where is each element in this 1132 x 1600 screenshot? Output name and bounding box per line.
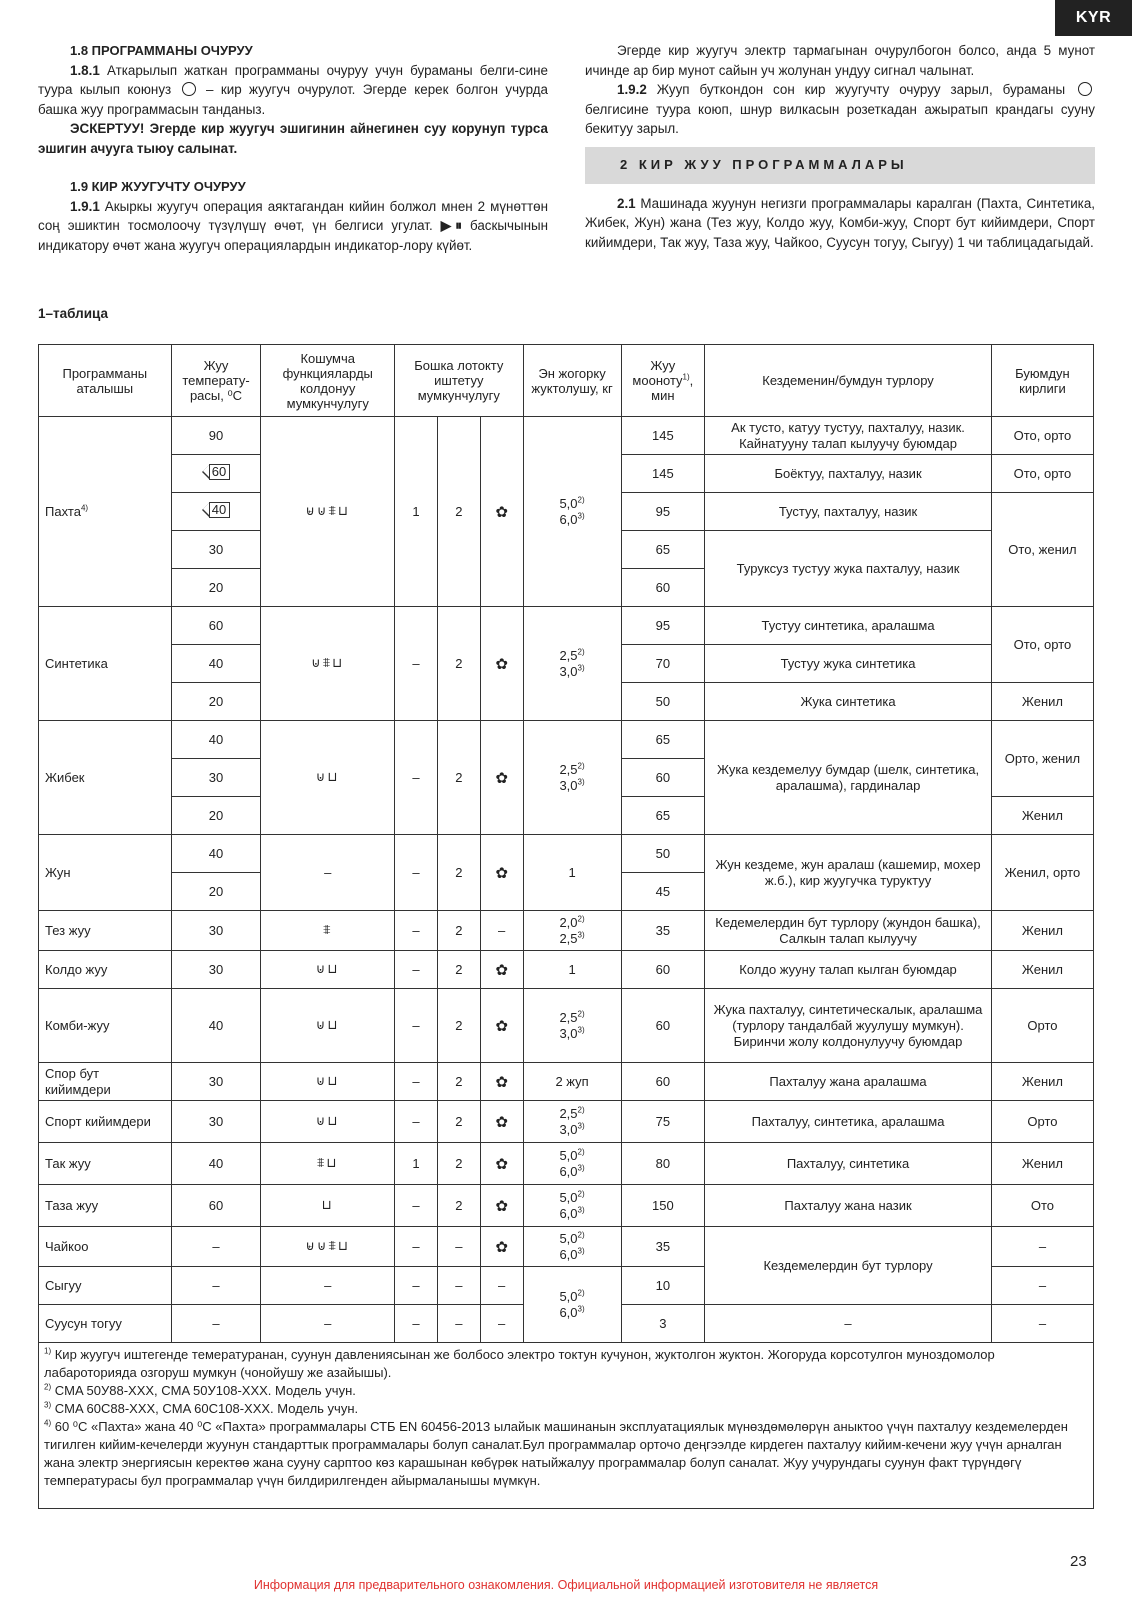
- temp-cell: 30: [171, 1063, 261, 1101]
- section-heading-1-9: 1.9 КИР ЖУУГУЧТУ ОЧУРУУ: [70, 179, 246, 194]
- drawer-cell: 2: [437, 835, 480, 911]
- soil-cell: Женил: [991, 911, 1093, 951]
- load-cell: 2,0$^{2)}$ 2,5$^{3)}$: [523, 911, 621, 951]
- paragraph-text: Аткарылып жаткан программаны очуруу учун бураманы белги-сине туура кылып коюнуз: [38, 62, 548, 97]
- extra-cell: –: [261, 835, 395, 911]
- paragraph-1-9-2: [585, 80, 1095, 139]
- temp-cell: 30: [171, 951, 261, 989]
- left-column: [38, 41, 548, 255]
- fabric-cell: Пахталуу, синтетика: [705, 1143, 992, 1185]
- program-name: Чайкоо: [39, 1227, 172, 1267]
- fabric-cell: Кездемелердин бут турлору: [705, 1227, 992, 1305]
- fabric-cell: Жун кездеме, жун аралаш (кашемир, мохер ж.б.), кир жуугучка туруктуу: [705, 835, 992, 911]
- fabric-cell: Туруксуз тустуу жука пахталуу, назик: [705, 531, 992, 607]
- soil-cell: Орто, женил: [991, 721, 1093, 797]
- table-row: [39, 1101, 1094, 1143]
- time-cell: 95: [621, 607, 705, 645]
- load-cell: 1: [523, 835, 621, 911]
- temp-cell: 40: [171, 721, 261, 759]
- temp-cell: 60: [171, 1185, 261, 1227]
- fabric-cell: Пахталуу, синтетика, аралашма: [705, 1101, 992, 1143]
- footnote-3: $^{3)}$ CMA 60С88-XXX, CMA 60С108-XXX. Модель учун.: [44, 1400, 359, 1416]
- drawer-cell: 2: [437, 951, 480, 989]
- soil-cell: Орто: [991, 1101, 1093, 1143]
- fabric-cell: Ак тусто, катуу тустуу, пахталуу, назик. Кайнатууну талап кылуучу буюмдар: [705, 417, 992, 455]
- program-name: Таза жуу: [39, 1185, 172, 1227]
- load-cell: 2,5$^{2)}$ 3,0$^{3)}$: [523, 607, 621, 721]
- fabric-cell: Колдо жууну талап кылган буюмдар: [705, 951, 992, 989]
- soil-cell: Женил: [991, 1063, 1093, 1101]
- time-cell: 145: [621, 417, 705, 455]
- soil-cell: –: [991, 1267, 1093, 1305]
- drawer-cell: –: [395, 1101, 438, 1143]
- program-name: Спорт кийимдери: [39, 1101, 172, 1143]
- header-drawer: Бошка лотокту иштетуу мумкунчулугу: [395, 345, 524, 417]
- off-position-icon: [1078, 82, 1092, 96]
- temp-cell: –: [171, 1305, 261, 1343]
- soil-cell: Ото: [991, 1185, 1093, 1227]
- time-cell: 70: [621, 645, 705, 683]
- time-cell: 150: [621, 1185, 705, 1227]
- time-cell: 60: [621, 569, 705, 607]
- temp-arrow-icon: [202, 464, 210, 480]
- iron-tub-icons: ⩨⊔: [261, 1143, 395, 1185]
- fabric-cell: Кедемелердин бут турлору (жундон башка), Салкын талап кылуучу: [705, 911, 992, 951]
- table-row: [39, 1143, 1094, 1185]
- warning-text: ЭСКЕРТУУ! Эгерде кир жуугуч эшигинин айнегинен суу корунуп турса эшигин ачууга тыюу салынат.: [38, 121, 548, 156]
- soil-cell: Женил: [991, 797, 1093, 835]
- time-cell: 3: [621, 1305, 705, 1343]
- paragraph-2-1: [585, 194, 1095, 253]
- time-cell: 80: [621, 1143, 705, 1185]
- drawer-cell: 2: [437, 721, 480, 835]
- program-name: Так жуу: [39, 1143, 172, 1185]
- drawer-cell: 2: [437, 989, 480, 1063]
- table-row: [39, 417, 1094, 455]
- drawer-cell: 2: [437, 607, 480, 721]
- drawer-cell: 1: [395, 417, 438, 607]
- drawer-cell: –: [395, 989, 438, 1063]
- drawer-cell: 2: [437, 417, 480, 607]
- fabric-cell: Жука кездемелуу бумдар (шелк, синтетика, аралашма), гардиналар: [705, 721, 992, 835]
- header-soil: Буюмдун кирлиги: [991, 345, 1093, 417]
- time-cell: 60: [621, 989, 705, 1063]
- fabric-cell: –: [705, 1305, 992, 1343]
- start-pause-icon: ▶⏸: [440, 218, 462, 233]
- program-name: Тез жуу: [39, 911, 172, 951]
- time-cell: 60: [621, 759, 705, 797]
- load-cell: 5,0$^{2)}$ 6,0$^{3)}$: [523, 1267, 621, 1343]
- paragraph-text: Машинада жуунун негизги программалары каралган (Пахта, Синтетика, Жибек, Жун) жана (Тез жуу, Колдо жуу, Комби-жуу, Спорт бут кийимдери, Спорт кийимдери, Так жуу, Таза жуу, Чайкоо, Суусун тогуу, Сыгуу) 1 чи таблицадагыдай.: [585, 195, 1095, 250]
- soil-cell: Женил, орто: [991, 835, 1093, 911]
- clause-number: 1.9.1: [70, 198, 100, 214]
- program-name: Суусун тогуу: [39, 1305, 172, 1343]
- temp-cell: 20: [171, 683, 261, 721]
- soil-cell: Ото, орто: [991, 417, 1093, 455]
- drawer-cell: –: [395, 951, 438, 989]
- flower-icon: ✿: [480, 989, 523, 1063]
- time-cell: 50: [621, 683, 705, 721]
- time-cell: 65: [621, 721, 705, 759]
- flower-icon: ✿: [480, 721, 523, 835]
- drawer-cell: –: [395, 1305, 438, 1343]
- load-cell: 5,0$^{2)}$ 6,0$^{3)}$: [523, 1143, 621, 1185]
- program-name: Жибек: [39, 721, 172, 835]
- tub-icon: ⊔: [261, 1185, 395, 1227]
- clause-number: 2.1: [617, 195, 636, 211]
- load-cell: 2,5$^{2)}$ 3,0$^{3)}$: [523, 721, 621, 835]
- header-time: Жуу мооноту$^{1)}$, мин: [621, 345, 705, 417]
- time-cell: 10: [621, 1267, 705, 1305]
- extra-functions-icons: ⊍⊔: [261, 1063, 395, 1101]
- footnote-4: $^{4)}$ 60 ⁰С «Пахта» жана 40 ⁰С «Пахта» программалары СТБ EN 60456-2013 ылайык машинанын эксплуатациялык мүнөздөмөлөрүн аныктоо үчүн пахталуу кездемелерден тигилген кийим-кечелерди жуунун стандарттык программалары болуп саналат.Бул программалар орточо деңгээлде кирдеген пахталуу кийим-кечени жуу үчүн арналган жана электр энергиясын керектөө жана сууну сарптоо көз карашынан көбүрөк натыйжалуу программалар болуп саналат. Жуу учурундагы суунун факт түрүндөгү температурасы бул программалар үчүн билдирилгенден айырмаланышы мүмкүн.: [44, 1418, 1068, 1488]
- soil-cell: Женил: [991, 1143, 1093, 1185]
- temp-cell: 40: [171, 645, 261, 683]
- fabric-cell: Жука пахталуу, синтетическалык, аралашма (турлору тандалбай жуулушу мумкун). Биринчи жолу колдонулуучу буюмдар: [705, 989, 992, 1063]
- drawer-cell: –: [480, 1267, 523, 1305]
- soil-cell: Ото, орто: [991, 607, 1093, 683]
- temp-cell: 20: [171, 797, 261, 835]
- time-cell: 65: [621, 531, 705, 569]
- drawer-cell: –: [395, 607, 438, 721]
- time-cell: 145: [621, 455, 705, 493]
- load-cell: 2,5$^{2)}$ 3,0$^{3)}$: [523, 989, 621, 1063]
- load-cell: 2,5$^{2)}$ 3,0$^{3)}$: [523, 1101, 621, 1143]
- footnote-1: $^{1)}$ Кир жуугуч иштегенде темературанан, суунун давлениясынан же болбосо электро токтун кучунон, жуктолгон жуктон. Жогоруда корсотулгон муноздомолор лабароторияда озгоруш мумкун (чонойушу же азайышы).: [44, 1346, 995, 1380]
- drawer-cell: 2: [437, 1063, 480, 1101]
- header-fabric: Кездеменин/бумдун турлору: [705, 345, 992, 417]
- extra-cell: –: [261, 1305, 395, 1343]
- extra-cell: –: [261, 1267, 395, 1305]
- load-cell: 5,0$^{2)}$ 6,0$^{3)}$: [523, 1185, 621, 1227]
- drawer-cell: –: [395, 1063, 438, 1101]
- temp-cell: 30: [171, 911, 261, 951]
- off-position-icon: [182, 82, 196, 96]
- table-footnotes: [38, 1342, 1094, 1509]
- table-header-row: [39, 345, 1094, 417]
- program-name: Синтетика: [39, 607, 172, 721]
- flower-icon: ✿: [480, 1063, 523, 1101]
- table-row: [39, 911, 1094, 951]
- drawer-cell: –: [437, 1227, 480, 1267]
- drawer-cell: 2: [437, 1101, 480, 1143]
- paragraph-text: баскычынын индикатору өчөт жана жуугуч операциялардын индикатор-лору күйөт.: [38, 218, 548, 253]
- time-cell: 35: [621, 1227, 705, 1267]
- header-temp: Жуу температу-расы, ⁰С: [171, 345, 261, 417]
- drawer-cell: –: [437, 1305, 480, 1343]
- extra-functions-icons: ⊍⊔: [261, 1101, 395, 1143]
- fabric-cell: Пахталуу жана назик: [705, 1185, 992, 1227]
- temp-cell: 90: [171, 417, 261, 455]
- flower-icon: ✿: [480, 417, 523, 607]
- program-name: Спор бут кийимдери: [39, 1063, 172, 1101]
- extra-functions-icons: ⊍⩨⊔: [261, 607, 395, 721]
- program-name: Жун: [39, 835, 172, 911]
- program-name: Колдо жуу: [39, 951, 172, 989]
- fabric-cell: Тустуу жука синтетика: [705, 645, 992, 683]
- program-name: Комби-жуу: [39, 989, 172, 1063]
- drawer-cell: 2: [437, 911, 480, 951]
- extra-functions-icons: ⊌⊍⩨⊔: [261, 417, 395, 607]
- table-caption: 1–таблица: [38, 306, 108, 321]
- paragraph-text: Акыркы жуугуч операция аяктагандан кийин болжол мнен 2 мүнөттөн соң эшиктин тосмолоочу түзүлүшү өчөт, үн белгиси угулат.: [38, 198, 548, 233]
- extra-functions-icons: ⊍⊔: [261, 951, 395, 989]
- time-cell: 60: [621, 951, 705, 989]
- soil-cell: Женил: [991, 683, 1093, 721]
- drawer-cell: –: [480, 1305, 523, 1343]
- flower-icon: ✿: [480, 951, 523, 989]
- fabric-cell: Тустуу синтетика, аралашма: [705, 607, 992, 645]
- paragraph-signal: Эгерде кир жуугуч электр тармагынан очурулбогон болсо, анда 5 мунот ичинде ар бир мунот сайын уч жолунан ундуу сигнал чалынат.: [585, 43, 1095, 78]
- flower-icon: ✿: [480, 835, 523, 911]
- temp-cell: 30: [171, 531, 261, 569]
- drawer-cell: –: [437, 1267, 480, 1305]
- page-number: 23: [1070, 1553, 1087, 1570]
- drawer-cell: –: [395, 835, 438, 911]
- programs-table: [38, 344, 1094, 1343]
- flower-icon: ✿: [480, 1101, 523, 1143]
- drawer-cell: 1: [395, 1143, 438, 1185]
- temp-cell: 40: [171, 1143, 261, 1185]
- time-cell: 50: [621, 835, 705, 873]
- header-extra: Кошумча функцияларды колдонуу мумкунчулугу: [261, 345, 395, 417]
- load-cell: 1: [523, 951, 621, 989]
- table-row: [39, 1063, 1094, 1101]
- drawer-cell: 2: [437, 1143, 480, 1185]
- clause-number: 1.9.2: [617, 82, 647, 97]
- flower-icon: ✿: [480, 1185, 523, 1227]
- soil-cell: Орто: [991, 989, 1093, 1063]
- disclaimer: Информация для предварительного ознакомления. Официальной информацией изготовителя не является: [253, 1578, 879, 1592]
- extra-functions-icons: ⊍⊔: [261, 989, 395, 1063]
- soil-cell: Женил: [991, 951, 1093, 989]
- footnote-2: $^{2)}$ CMA 50У88-XXX, CMA 50У108-XXX. Модель учун.: [44, 1382, 356, 1398]
- flower-icon: ✿: [480, 1143, 523, 1185]
- paragraph-1-8-1: [38, 61, 548, 120]
- soil-cell: –: [991, 1227, 1093, 1267]
- drawer-cell: –: [395, 1185, 438, 1227]
- temp-cell: 30: [171, 1101, 261, 1143]
- drawer-cell: –: [480, 911, 523, 951]
- iron-icon: ⩨: [261, 911, 395, 951]
- temp-cell: 20: [171, 873, 261, 911]
- table-row: [39, 835, 1094, 873]
- temp-cell: 60: [171, 455, 261, 493]
- language-tab: KYR: [1055, 0, 1132, 36]
- program-name: Сыгуу: [39, 1267, 172, 1305]
- time-cell: 75: [621, 1101, 705, 1143]
- load-cell: 5,0$^{2)}$ 6,0$^{3)}$: [523, 417, 621, 607]
- paragraph-1-9-1: [38, 197, 548, 256]
- soil-cell: –: [991, 1305, 1093, 1343]
- table-row: [39, 607, 1094, 645]
- time-cell: 95: [621, 493, 705, 531]
- temp-cell: –: [171, 1267, 261, 1305]
- clause-number: 1.8.1: [70, 62, 100, 78]
- time-cell: 35: [621, 911, 705, 951]
- paragraph-text: Жууп буткондон сон кир жуугучту очуруу зарыл, бураманы: [646, 82, 1075, 97]
- table-row: [39, 1185, 1094, 1227]
- flower-icon: ✿: [480, 1227, 523, 1267]
- temp-cell: 30: [171, 759, 261, 797]
- flower-icon: ✿: [480, 607, 523, 721]
- load-cell: 5,0$^{2)}$ 6,0$^{3)}$: [523, 1227, 621, 1267]
- temp-cell: 40: [171, 989, 261, 1063]
- section-bar-programs: 2 КИР ЖУУ ПРОГРАММАЛАРЫ: [585, 147, 1095, 184]
- temp-arrow-icon: [202, 502, 210, 518]
- table-row: [39, 989, 1094, 1063]
- fabric-cell: Жука синтетика: [705, 683, 992, 721]
- temp-cell: 60: [171, 607, 261, 645]
- right-column: [585, 41, 1095, 252]
- section-heading-1-8: 1.8 ПРОГРАММАНЫ ОЧУРУУ: [70, 43, 253, 58]
- header-name: Программаны аталышы: [39, 345, 172, 417]
- soil-cell: Ото, женил: [991, 493, 1093, 607]
- table-row: [39, 1227, 1094, 1267]
- extra-functions-icons: ⊍⊔: [261, 721, 395, 835]
- drawer-cell: 2: [437, 1185, 480, 1227]
- paragraph-text: – кир жуугуч очурулот. Эгерде керек болгон учурда башка жуу программасын танданыз.: [38, 82, 548, 117]
- table-row: [39, 951, 1094, 989]
- table-row: [39, 721, 1094, 759]
- header-load: Эн жогорку жуктолушу, кг: [523, 345, 621, 417]
- time-cell: 45: [621, 873, 705, 911]
- load-cell: 2 жуп: [523, 1063, 621, 1101]
- fabric-cell: Тустуу, пахталуу, назик: [705, 493, 992, 531]
- paragraph-text: белгисине туура коюп, шнур вилкасын розеткадан ажыратып крандагы сууну бекитуу зарыл.: [585, 101, 1095, 136]
- program-name: Пахта$^{4)}$: [39, 417, 172, 607]
- time-cell: 60: [621, 1063, 705, 1101]
- fabric-cell: Пахталуу жана аралашма: [705, 1063, 992, 1101]
- temp-cell: 20: [171, 569, 261, 607]
- fabric-cell: Боёктуу, пахталуу, назик: [705, 455, 992, 493]
- time-cell: 65: [621, 797, 705, 835]
- drawer-cell: –: [395, 1227, 438, 1267]
- drawer-cell: –: [395, 1267, 438, 1305]
- temp-cell: 40: [171, 835, 261, 873]
- drawer-cell: –: [395, 721, 438, 835]
- soil-cell: Ото, орто: [991, 455, 1093, 493]
- extra-functions-icons: ⊌⊍⩨⊔: [261, 1227, 395, 1267]
- temp-cell: –: [171, 1227, 261, 1267]
- temp-cell: 40: [171, 493, 261, 531]
- drawer-cell: –: [395, 911, 438, 951]
